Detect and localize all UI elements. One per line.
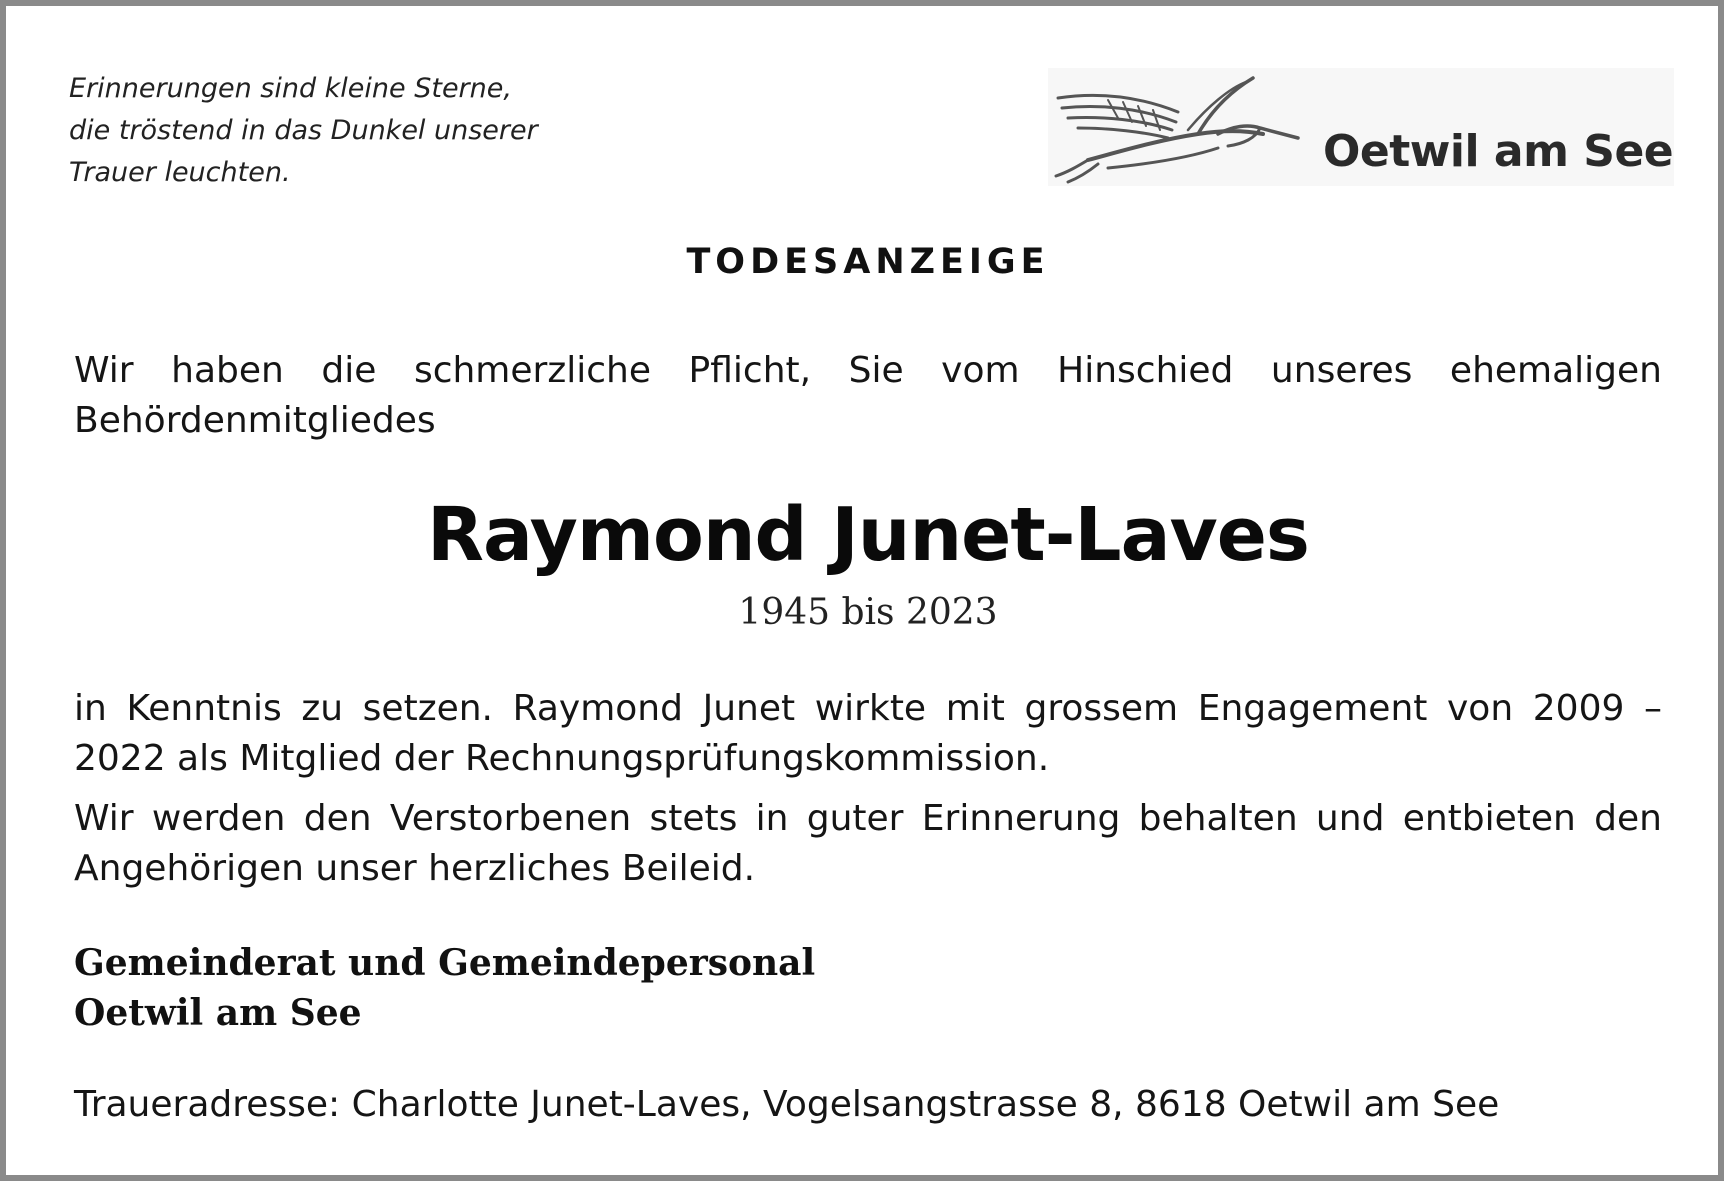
life-years: 1945 bis 2023: [738, 592, 998, 633]
notice-heading: TODESANZEIGE: [686, 242, 1050, 282]
quote-line: die tröstend in das Dunkel unserer: [69, 115, 538, 146]
quote-line: Trauer leuchten.: [69, 157, 291, 188]
logo-text: Oetwil am See: [1323, 126, 1674, 177]
signature-block: [74, 938, 815, 1038]
quote-line: Erinnerungen sind kleine Sterne,: [69, 73, 512, 104]
signature-line: Oetwil am See: [74, 992, 362, 1034]
body-paragraph-1: in Kenntnis zu setzen. Raymond Junet wirkte mit grossem Engagement von 2009 – 2022 als Mitglied der Rechnungsprüfungskommission.: [74, 688, 1662, 779]
bird-icon: [1048, 68, 1328, 186]
signature-line: Gemeinderat und Gemeindepersonal: [74, 942, 816, 984]
municipality-logo: [1048, 68, 1674, 186]
memorial-quote: [69, 68, 538, 194]
deceased-name: Raymond Junet-Laves: [427, 492, 1309, 578]
mourning-address: Traueradresse: Charlotte Junet-Laves, Vogelsangstrasse 8, 8618 Oetwil am See: [74, 1084, 1500, 1125]
intro-paragraph: Wir haben die schmerzliche Pflicht, Sie vom Hinschied unseres ehemaligen Behördenmitgliedes: [74, 350, 1662, 441]
body-paragraph-2: Wir werden den Verstorbenen stets in guter Erinnerung behalten und entbieten den Angehörigen unser herzliches Beileid.: [74, 798, 1662, 889]
